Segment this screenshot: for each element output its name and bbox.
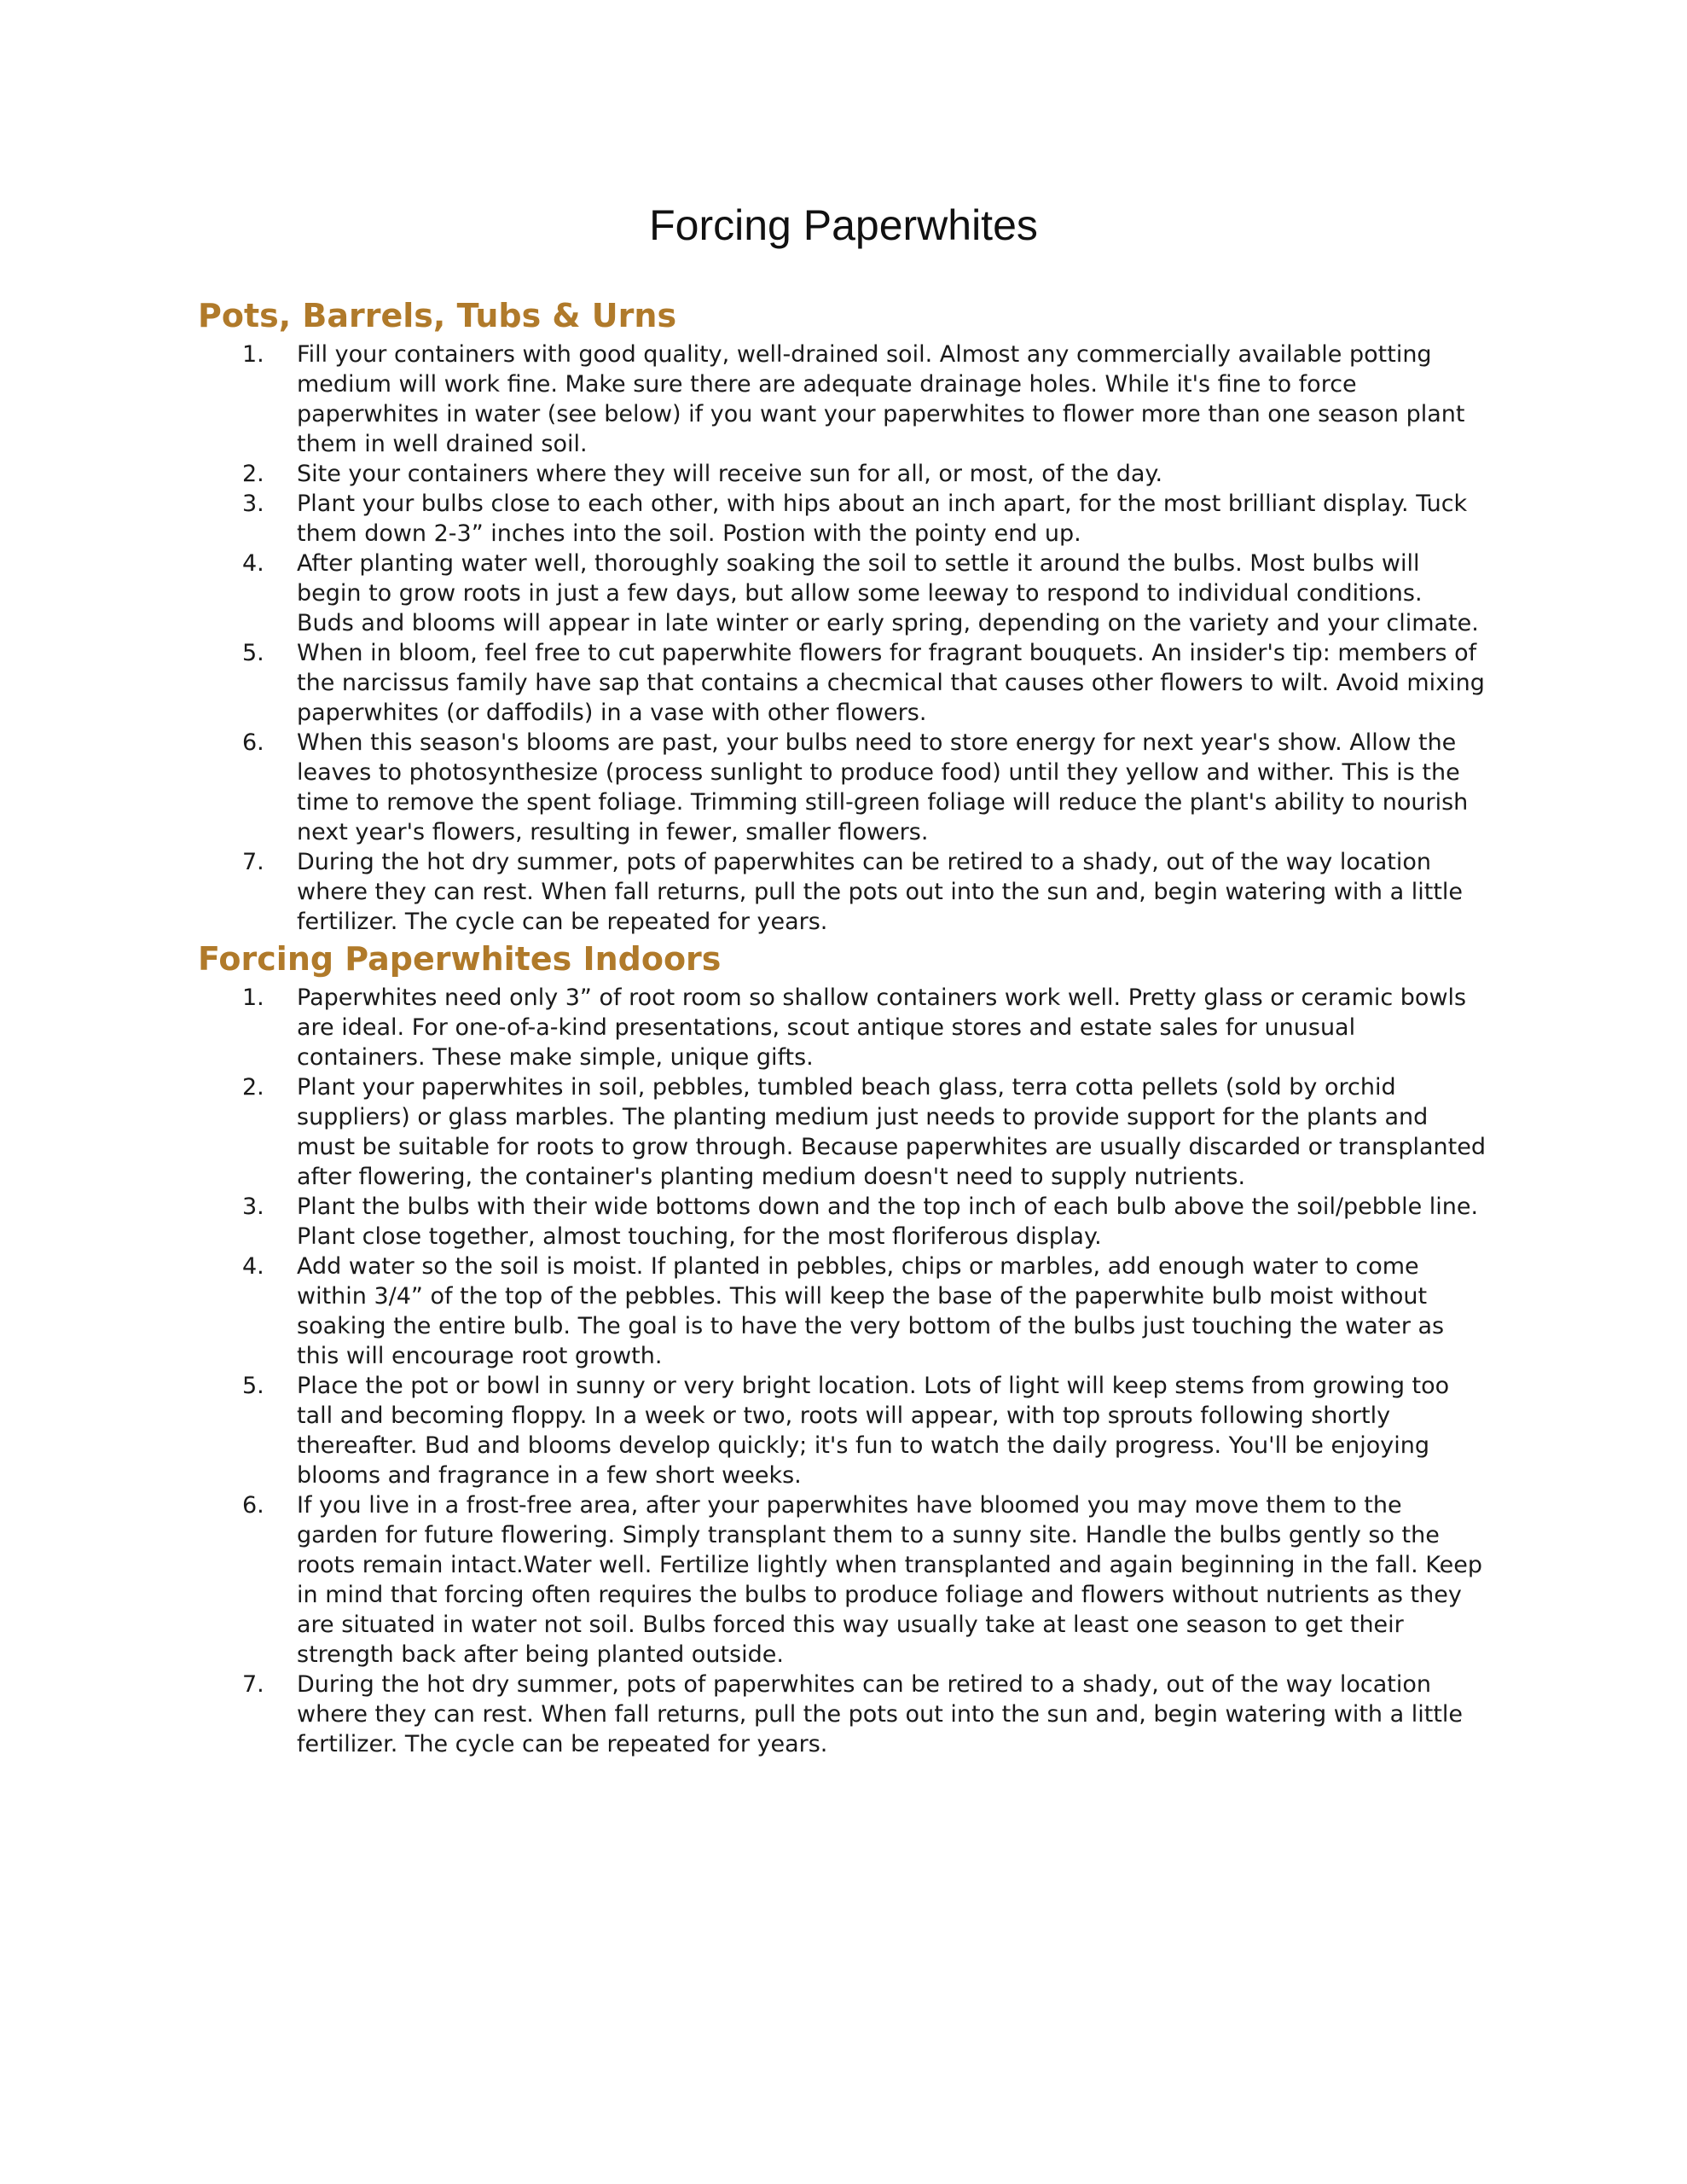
- list-item-number: 4.: [242, 550, 264, 577]
- list-item-text: When in bloom, feel free to cut paperwhite flowers for fragrant bouquets. An insider's tip: members of the narcissus family have sap that contains a checmical that causes other flowers to wilt. Avoid mixing paperwhites (or daffodils) in a vase with other flowers.: [297, 640, 1485, 726]
- list-item: [198, 340, 1486, 459]
- list-item-number: 2.: [242, 461, 264, 487]
- list-item-text: During the hot dry summer, pots of paperwhites can be retired to a shady, out of the way location where they can rest. When fall returns, pull the pots out into the sun and, begin watering with a little fertilizer. The cycle can be repeated for years.: [297, 1671, 1464, 1757]
- list-item-text: After planting water well, thoroughly soaking the soil to settle it around the bulbs. Most bulbs will begin to grow roots in just a few days, but allow some leeway to respond to individual conditions. Buds and blooms will appear in late winter or early spring, depending on the variety and your climate.: [297, 550, 1479, 636]
- list-item: [198, 1072, 1486, 1192]
- list-item-number: 3.: [242, 1194, 264, 1220]
- list-item-number: 4.: [242, 1253, 264, 1280]
- list-item-number: 6.: [242, 1492, 264, 1519]
- list-item-number: 5.: [242, 640, 264, 666]
- list-item-text: Site your containers where they will receive sun for all, or most, of the day.: [297, 461, 1163, 487]
- list-item: [198, 1670, 1486, 1759]
- list-item-number: 1.: [242, 985, 264, 1011]
- list-item-text: If you live in a frost-free area, after your paperwhites have bloomed you may move them to the garden for future flowering. Simply transplant them to a sunny site. Handle the bulbs gently so the roots remain intact.Water well. Fertilize lightly when transplanted and again beginning in the fall. Keep in mind that forcing often requires the bulbs to produce foliage and flowers without nutrients as they are situated in water not soil. Bulbs forced this way usually take at least one season to get their strength back after being planted outside.: [297, 1492, 1482, 1668]
- section-heading-pots-barrels-tubs-urns: Pots, Barrels, Tubs & Urns: [198, 297, 677, 334]
- list-item-number: 2.: [242, 1074, 264, 1101]
- list-item-text: Plant your paperwhites in soil, pebbles, tumbled beach glass, terra cotta pellets (sold by orchid suppliers) or glass marbles. The planting medium just needs to provide support for the plants and must be suitable for roots to grow through. Because paperwhites are usually discarded or transplanted after flowering, the container's planting medium doesn't need to supply nutrients.: [297, 1074, 1486, 1190]
- list-item-text: Add water so the soil is moist. If planted in pebbles, chips or marbles, add enough water to come within 3/4” of the top of the pebbles. This will keep the base of the paperwhite bulb moist without soaking the entire bulb. The goal is to have the very bottom of the bulbs just touching the water as this will encourage root growth.: [297, 1253, 1445, 1369]
- list-item: [198, 638, 1486, 728]
- section-heading-forcing-paperwhites-indoors: Forcing Paperwhites Indoors: [198, 940, 722, 978]
- list-item: [198, 1192, 1486, 1252]
- list-item: [198, 459, 1486, 489]
- steps-list-pots-barrels-tubs-urns: [198, 340, 1486, 937]
- list-item-number: 6.: [242, 729, 264, 756]
- list-item-number: 5.: [242, 1373, 264, 1399]
- list-item-text: During the hot dry summer, pots of paperwhites can be retired to a shady, out of the way location where they can rest. When fall returns, pull the pots out into the sun and, begin watering with a little fertilizer. The cycle can be repeated for years.: [297, 849, 1464, 935]
- list-item-text: Fill your containers with good quality, well-drained soil. Almost any commercially available potting medium will work fine. Make sure there are adequate drainage holes. While it's fine to force paperwhites in water (see below) if you want your paperwhites to flower more than one season plant them in well drained soil.: [297, 341, 1465, 457]
- list-item: [198, 549, 1486, 638]
- list-item-text: Paperwhites need only 3” of root room so shallow containers work well. Pretty glass or ceramic bowls are ideal. For one-of-a-kind presentations, scout antique stores and estate sales for unusual containers. These make simple, unique gifts.: [297, 985, 1467, 1071]
- list-item-number: 3.: [242, 491, 264, 517]
- list-item: [198, 983, 1486, 1072]
- list-item: [198, 489, 1486, 549]
- list-item-number: 7.: [242, 1671, 264, 1698]
- steps-list-forcing-paperwhites-indoors: [198, 983, 1486, 1759]
- list-item: [198, 847, 1486, 937]
- list-item: [198, 1490, 1486, 1670]
- list-item-number: 1.: [242, 341, 264, 368]
- list-item: [198, 1252, 1486, 1371]
- page-title: Forcing Paperwhites: [649, 201, 1038, 249]
- list-item: [198, 1371, 1486, 1490]
- list-item-text: When this season's blooms are past, your bulbs need to store energy for next year's show. Allow the leaves to photosynthesize (process sunlight to produce food) until they yellow and wither. This is the time to remove the spent foliage. Trimming still-green foliage will reduce the plant's ability to nourish next year's flowers, resulting in fewer, smaller flowers.: [297, 729, 1469, 845]
- list-item: [198, 728, 1486, 847]
- list-item-number: 7.: [242, 849, 264, 875]
- list-item-text: Plant your bulbs close to each other, with hips about an inch apart, for the most brilliant display. Tuck them down 2-3” inches into the soil. Postion with the pointy end up.: [297, 491, 1468, 547]
- list-item-text: Place the pot or bowl in sunny or very bright location. Lots of light will keep stems from growing too tall and becoming floppy. In a week or two, roots will appear, with top sprouts following shortly thereafter. Bud and blooms develop quickly; it's fun to watch the daily progress. You'll be enjoying blooms and fragrance in a few short weeks.: [297, 1373, 1450, 1489]
- list-item-text: Plant the bulbs with their wide bottoms down and the top inch of each bulb above the soil/pebble line. Plant close together, almost touching, for the most floriferous display.: [297, 1194, 1479, 1250]
